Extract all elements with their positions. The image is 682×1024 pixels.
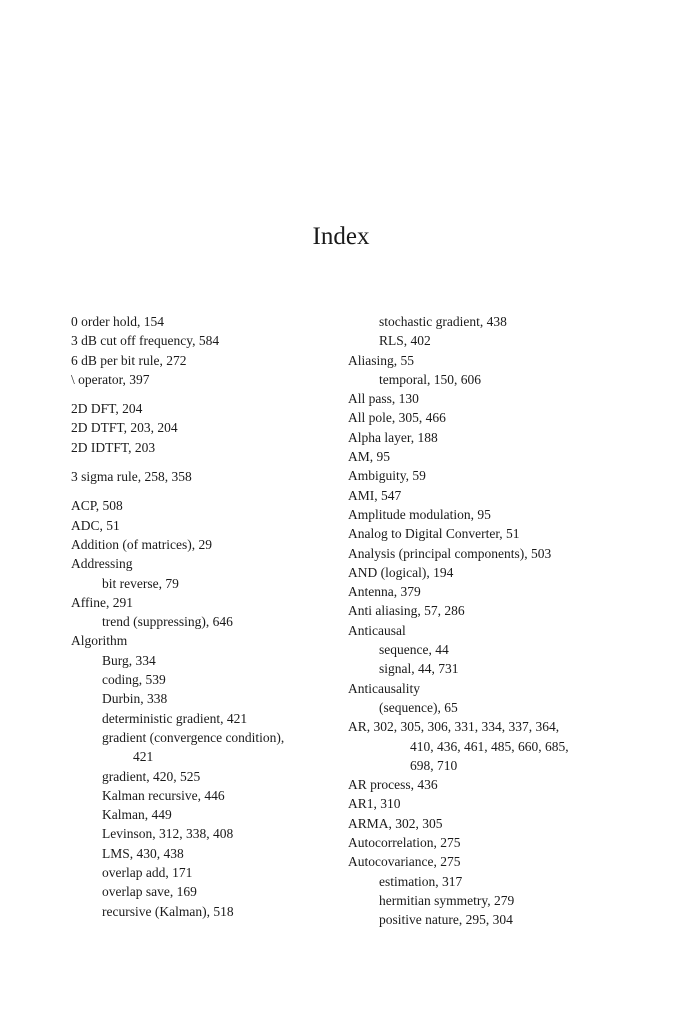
index-entry: Alpha layer, 188 [348,429,438,445]
index-entry: ACP, 508 [71,498,123,514]
index-entry: AR, 302, 305, 306, 331, 334, 337, 364, [348,719,560,735]
index-entry: ADC, 51 [71,517,120,533]
index-entry: AR1, 310 [348,796,401,812]
index-entry: 2D IDTFT, 203 [71,439,156,455]
index-entry: Anticausal [348,622,406,638]
index-subentry: Levinson, 312, 338, 408 [102,826,234,842]
index-entry: AND (logical), 194 [348,564,454,580]
index-entry: AR process, 436 [348,777,438,793]
index-subentry: stochastic gradient, 438 [379,314,507,329]
index-subentry: (sequence), 65 [379,699,458,715]
index-entry: Aliasing, 55 [348,352,414,368]
index-group-gap [71,486,341,496]
index-subentry: LMS, 430, 438 [102,845,184,861]
index-entry: Anti aliasing, 57, 286 [348,603,465,619]
index-subentry: Burg, 334 [102,652,156,668]
index-entry: Antenna, 379 [348,584,421,600]
index-subentry: gradient, 420, 525 [102,768,201,784]
index-entry: Affine, 291 [71,594,133,610]
index-entry-continuation: 410, 436, 461, 485, 660, 685, [410,738,569,754]
index-entry: Amplitude modulation, 95 [348,506,491,522]
index-subentry: overlap save, 169 [102,884,197,900]
index-subentry: temporal, 150, 606 [379,371,481,387]
index-subentry: trend (suppressing), 646 [102,614,233,630]
index-entry: Addressing [71,556,133,572]
index-entry: Addition (of matrices), 29 [71,536,212,552]
index-subentry: signal, 44, 731 [379,661,459,677]
index-entry: Ambiguity, 59 [348,468,426,484]
index-column-left [71,312,341,921]
index-subentry: coding, 539 [102,672,166,688]
index-entry: AM, 95 [348,449,391,465]
page-title: Index [312,222,370,250]
index-subentry: Kalman recursive, 446 [102,787,225,803]
index-subentry: deterministic gradient, 421 [102,710,248,726]
index-entry: Algorithm [71,633,128,649]
index-subentry: overlap add, 171 [102,865,193,881]
index-subentry: sequence, 44 [379,642,449,658]
index-subentry: Durbin, 338 [102,691,168,707]
index-entry: Autocovariance, 275 [348,854,461,870]
index-subentry: Kalman, 449 [102,807,172,823]
index-entry: \ operator, 397 [71,371,150,387]
index-entry: 2D DTFT, 203, 204 [71,420,178,436]
index-entry: Autocorrelation, 275 [348,835,461,851]
index-entry: 6 dB per bit rule, 272 [71,352,187,368]
index-entry-continuation: 421 [133,749,154,765]
index-subentry: positive nature, 295, 304 [379,912,513,928]
index-group-gap [71,389,341,399]
index-subentry: hermitian symmetry, 279 [379,892,515,908]
index-group-gap [71,457,341,467]
index-entry: 0 order hold, 154 [71,314,164,329]
index-entry: All pass, 130 [348,391,419,407]
index-entry: All pole, 305, 466 [348,410,446,426]
index-entry: Analysis (principal components), 503 [348,545,552,561]
index-subentry: estimation, 317 [379,873,463,889]
index-subentry: recursive (Kalman), 518 [102,903,234,919]
index-entry: 3 sigma rule, 258, 358 [71,469,192,485]
index-subentry: RLS, 402 [379,333,431,349]
index-column-right [348,312,648,930]
index-entry-continuation: 698, 710 [410,757,458,773]
index-entry: 2D DFT, 204 [71,401,143,417]
index-entry: ARMA, 302, 305 [348,815,443,831]
index-entry: AMI, 547 [348,487,402,503]
index-entry: Analog to Digital Converter, 51 [348,526,520,542]
index-subentry: gradient (convergence condition), [102,729,285,745]
index-entry: Anticausality [348,680,420,696]
index-entry: 3 dB cut off frequency, 584 [71,333,220,349]
index-subentry: bit reverse, 79 [102,575,179,591]
